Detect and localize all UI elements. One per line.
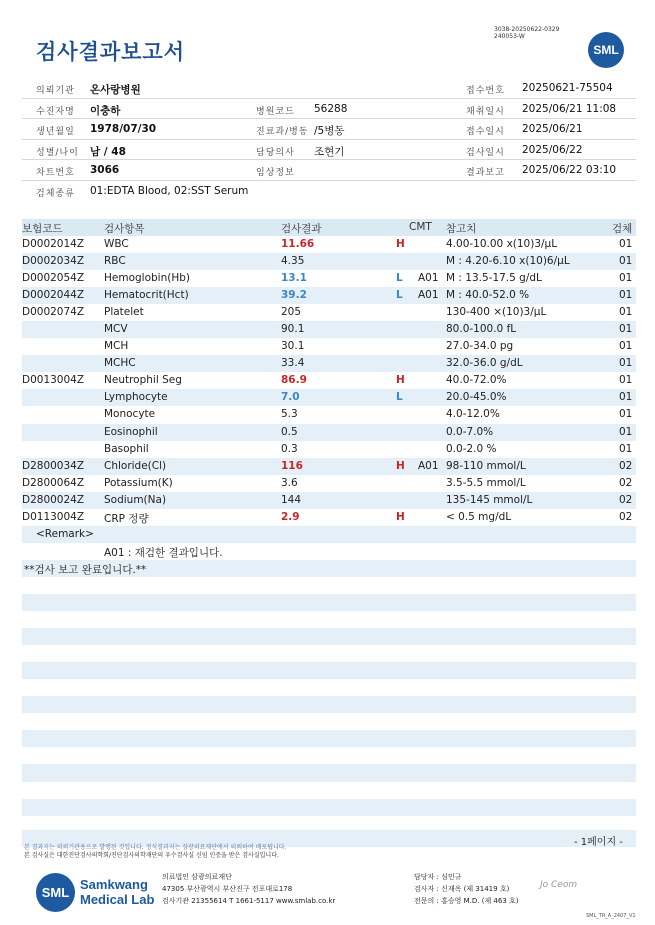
specimen-code: 01	[619, 323, 633, 336]
table-row	[22, 389, 636, 406]
page-number: - 1페이지 -	[574, 837, 623, 848]
test-item: Sodium(Na)	[104, 493, 167, 506]
test-result: 39.2	[281, 289, 307, 302]
insurance-code: D0002054Z	[22, 272, 85, 285]
table-row	[22, 441, 636, 458]
document-code: 3038-20250622-0329 240053-W	[494, 26, 560, 40]
test-item: Neutrophil Seg	[104, 374, 182, 387]
header-label: 검사일시	[466, 147, 505, 158]
footnote-notice: 본 결과지는 의뢰기관용으로 발행된 것입니다. 정식결과지는 삼광의료재단에서 의뢰하여 배포됩니다.	[24, 844, 287, 851]
patient-info-header	[22, 78, 636, 201]
header-row	[22, 160, 636, 181]
test-item: Lymphocyte	[104, 391, 168, 404]
header-label: 의뢰기관	[36, 86, 75, 96]
result-flag: L	[396, 272, 403, 285]
insurance-code: D0113004Z	[22, 510, 85, 523]
header-value: 1978/07/30	[90, 123, 157, 135]
table-row	[22, 577, 636, 594]
test-item: Potassium(K)	[104, 476, 173, 489]
table-row	[22, 662, 636, 679]
header-row	[22, 119, 636, 140]
test-result: 116	[281, 459, 303, 472]
reference-range: 0.0-7.0%	[446, 425, 494, 438]
header-value: /5병동	[314, 125, 345, 137]
table-row	[22, 458, 636, 475]
header-value: 2025/06/21 11:08	[522, 102, 617, 115]
test-result: 3.6	[281, 476, 298, 489]
reference-range: 27.0-34.0 pg	[446, 340, 514, 353]
table-row	[22, 304, 636, 321]
table-row	[22, 645, 636, 662]
header-label: 접수일시	[466, 127, 505, 137]
table-row	[22, 628, 636, 645]
header-value: 온사랑병원	[90, 84, 141, 96]
header-code: 보험코드	[22, 223, 63, 235]
reference-range: 20.0-45.0%	[446, 391, 507, 404]
specimen-code: 02	[619, 510, 633, 523]
table-row	[22, 611, 636, 628]
table-row	[22, 799, 636, 816]
insurance-code: D2800064Z	[22, 476, 85, 489]
table-row	[22, 253, 636, 270]
table-row	[22, 270, 636, 287]
specimen-code: 01	[619, 408, 633, 421]
header-value: 남 / 48	[90, 145, 126, 158]
test-item: Basophil	[104, 442, 149, 455]
table-row	[22, 594, 636, 611]
insurance-code: D0002034Z	[22, 255, 85, 268]
table-row	[22, 526, 636, 543]
result-flag: H	[396, 459, 405, 472]
test-result: 86.9	[281, 374, 307, 387]
specimen-code: 01	[619, 357, 633, 370]
reference-range: 80.0-100.0 fL	[446, 323, 517, 336]
organization-info: 의료법인 삼광의료재단 47305 부산광역시 부산진구 전포대로178 검사기관 21355614 T 1661-5117 www.smlab.co.kr	[162, 873, 336, 905]
reference-range: M : 4.20-6.10 x(10)6/μL	[446, 255, 570, 268]
test-result: 144	[281, 493, 302, 506]
test-result: 205	[281, 306, 302, 319]
reference-range: M : 13.5-17.5 g/dL	[446, 272, 542, 285]
insurance-code: D0002044Z	[22, 289, 85, 302]
table-row	[22, 509, 636, 526]
table-row	[22, 287, 636, 304]
insurance-code: D0002074Z	[22, 306, 85, 319]
table-header-row	[22, 219, 636, 236]
test-result: 0.3	[281, 442, 298, 455]
table-row	[22, 560, 636, 577]
test-item: Chloride(Cl)	[104, 459, 167, 472]
specimen-code: 01	[619, 306, 633, 319]
insurance-code: D0002014Z	[22, 238, 85, 250]
header-label: 진료과/병동	[256, 127, 309, 137]
specimen-label: 검체종류	[36, 188, 75, 199]
table-row	[22, 730, 636, 747]
header-label: 접수번호	[466, 86, 505, 96]
reference-range: M : 40.0-52.0 %	[446, 289, 530, 302]
reference-range: 4.0-12.0%	[446, 408, 500, 421]
test-result: 11.66	[281, 238, 315, 250]
specimen-code: 01	[619, 374, 633, 387]
specimen-code: 01	[619, 391, 633, 404]
test-result: 4.35	[281, 255, 305, 268]
header-label: 결과보고	[466, 168, 505, 178]
table-row	[22, 355, 636, 372]
test-result: 0.5	[281, 425, 298, 438]
comment-code: A01	[418, 459, 439, 472]
header-row	[22, 78, 636, 99]
header-value: 이충하	[90, 104, 121, 117]
header-value: 3066	[90, 164, 120, 176]
remark-text: A01 : 재검한 결과입니다.	[104, 546, 223, 559]
header-value: 20250621-75504	[522, 82, 613, 94]
test-result: 13.1	[281, 272, 307, 285]
form-code: SML_TR_A_2407_V1	[586, 913, 636, 919]
header-item: 검사항목	[104, 223, 145, 235]
result-flag: H	[396, 374, 405, 387]
header-result: 검사결과	[281, 223, 322, 235]
specimen-code: 01	[619, 255, 633, 268]
table-row	[22, 338, 636, 355]
insurance-code: D2800034Z	[22, 459, 85, 472]
logo-name: Samkwang Medical Lab	[80, 877, 155, 907]
reference-range: 98-110 mmol/L	[446, 459, 526, 472]
header-value: 2025/06/21	[522, 123, 583, 135]
document-title: 검사결과보고서	[36, 40, 186, 64]
table-row	[22, 543, 636, 560]
test-item: WBC	[104, 238, 129, 250]
header-ref: 참고치	[446, 223, 477, 235]
sml-logo-badge: SML	[588, 32, 624, 68]
header-label: 생년월일	[36, 127, 75, 137]
table-row	[22, 747, 636, 764]
complete-text: **검사 보고 완료입니다.**	[24, 563, 147, 576]
reference-range: 4.00-10.00 x(10)3/μL	[446, 238, 558, 250]
header-row	[22, 140, 636, 161]
specimen-code: 02	[619, 493, 633, 506]
test-item: Eosinophil	[104, 425, 158, 438]
header-label: 담당의사	[256, 147, 295, 158]
reference-range: 3.5-5.5 mmol/L	[446, 476, 526, 489]
header-row	[22, 99, 636, 120]
staff-info: 담당자 : 심민규 검사자 : 신재옥 (제 31419 호) 전문의 : 홍승영 M.D. (제 463 호)	[414, 873, 519, 905]
test-item: Hemoglobin(Hb)	[104, 272, 191, 285]
insurance-code: D2800024Z	[22, 493, 85, 506]
test-item: MCH	[104, 340, 129, 353]
signature: Jo Ceom	[540, 880, 578, 890]
header-label: 병원코드	[256, 106, 295, 117]
specimen-code: 02	[619, 476, 633, 489]
reference-range: 135-145 mmol/L	[446, 493, 533, 506]
table-row	[22, 321, 636, 338]
comment-code: A01	[418, 272, 439, 285]
test-item: RBC	[104, 255, 126, 268]
test-result: 7.0	[281, 391, 300, 404]
header-label: 임상정보	[256, 168, 295, 178]
header-specimen: 검체	[612, 223, 633, 235]
specimen-code: 02	[619, 459, 633, 472]
test-item: Monocyte	[104, 408, 156, 421]
table-row	[22, 372, 636, 389]
header-label: 채취일시	[466, 106, 505, 117]
result-flag: L	[396, 391, 403, 404]
specimen-code: 01	[619, 272, 633, 285]
test-result: 90.1	[281, 323, 305, 336]
test-item: Hematocrit(Hct)	[104, 289, 189, 302]
header-label: 수진자명	[36, 106, 75, 117]
sml-logo: SML	[36, 873, 75, 912]
test-result: 33.4	[281, 357, 305, 370]
insurance-code: D0013004Z	[22, 374, 85, 387]
header-label: 성별/나이	[36, 147, 79, 158]
test-result: 2.9	[281, 510, 300, 523]
result-flag: L	[396, 289, 403, 302]
table-row	[22, 696, 636, 713]
specimen-value: 01:EDTA Blood, 02:SST Serum	[90, 184, 249, 197]
reference-range: 40.0-72.0%	[446, 374, 507, 387]
header-value: 2025/06/22	[522, 143, 583, 156]
reference-range: 130-400 ×(10)3/μL	[446, 306, 547, 319]
test-item: CRP 정량	[104, 512, 149, 525]
comment-code: A01	[418, 289, 439, 302]
table-row	[22, 764, 636, 781]
test-result: 30.1	[281, 340, 305, 353]
specimen-code: 01	[619, 238, 633, 250]
table-row	[22, 475, 636, 492]
table-row	[22, 782, 636, 799]
specimen-code: 01	[619, 289, 633, 302]
result-flag: H	[396, 510, 405, 523]
result-flag: H	[396, 238, 405, 250]
table-row	[22, 424, 636, 441]
header-label: 차트번호	[36, 168, 75, 178]
table-row	[22, 406, 636, 423]
specimen-code: 01	[619, 425, 633, 438]
reference-range: < 0.5 mg/dL	[446, 510, 512, 523]
table-row	[22, 713, 636, 730]
header-value: 56288	[314, 102, 348, 115]
reference-range: 0.0-2.0 %	[446, 442, 497, 455]
header-value: 조현기	[314, 145, 345, 158]
test-item: MCHC	[104, 357, 136, 370]
table-row	[22, 679, 636, 696]
header-value: 2025/06/22 03:10	[522, 164, 617, 176]
header-row-specimen	[22, 181, 636, 202]
specimen-code: 01	[619, 442, 633, 455]
test-item: Platelet	[104, 306, 144, 319]
remark-header: <Remark>	[36, 527, 94, 540]
results-table	[22, 219, 636, 833]
test-result: 5.3	[281, 408, 298, 421]
table-row	[22, 236, 636, 253]
header-cmt: CMT	[409, 221, 432, 233]
specimen-code: 01	[619, 340, 633, 353]
reference-range: 32.0-36.0 g/dL	[446, 357, 523, 370]
test-item: MCV	[104, 323, 128, 336]
table-row	[22, 492, 636, 509]
footnote-certification: 본 검사실은 대한진단검사의학회/진단검사의학재단의 우수검사실 신임 인증을 받은 검사실입니다.	[24, 852, 279, 859]
